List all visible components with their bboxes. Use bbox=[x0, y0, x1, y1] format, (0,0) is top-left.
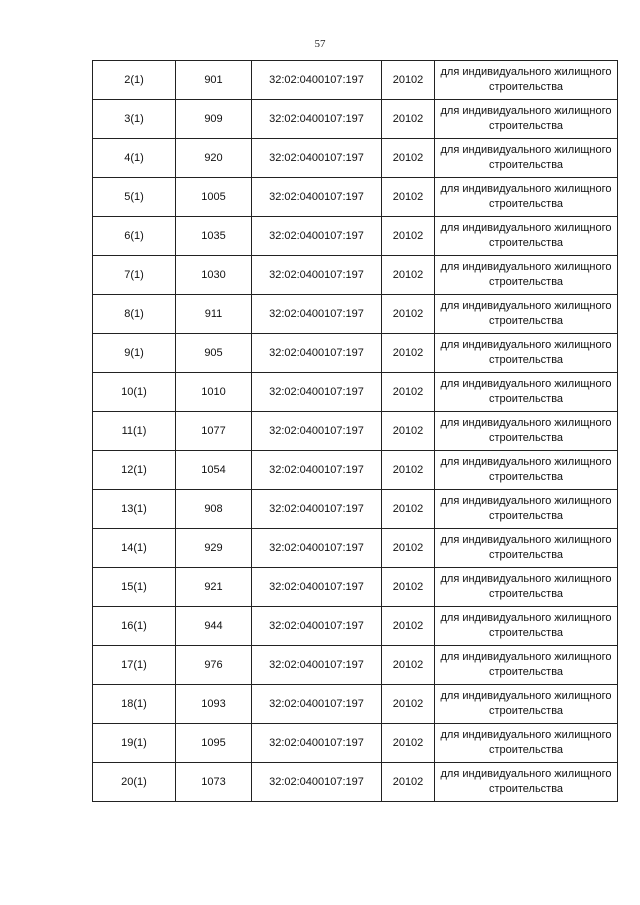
cell-code: 20102 bbox=[382, 685, 435, 724]
cell-plot-number: 5(1) bbox=[93, 178, 176, 217]
cell-cadastral-number: 32:02:0400107:197 bbox=[252, 178, 382, 217]
cell-code: 20102 bbox=[382, 646, 435, 685]
cell-area: 920 bbox=[176, 139, 252, 178]
cell-code: 20102 bbox=[382, 607, 435, 646]
cell-cadastral-number: 32:02:0400107:197 bbox=[252, 490, 382, 529]
cell-plot-number: 7(1) bbox=[93, 256, 176, 295]
cell-cadastral-number: 32:02:0400107:197 bbox=[252, 373, 382, 412]
cell-area: 908 bbox=[176, 490, 252, 529]
cell-purpose: для индивидуального жилищного строительства bbox=[435, 568, 618, 607]
cell-purpose: для индивидуального жилищного строительства bbox=[435, 373, 618, 412]
cell-cadastral-number: 32:02:0400107:197 bbox=[252, 100, 382, 139]
table-row bbox=[93, 451, 618, 490]
cell-plot-number: 8(1) bbox=[93, 295, 176, 334]
cell-cadastral-number: 32:02:0400107:197 bbox=[252, 724, 382, 763]
cell-cadastral-number: 32:02:0400107:197 bbox=[252, 256, 382, 295]
cell-code: 20102 bbox=[382, 373, 435, 412]
cell-plot-number: 11(1) bbox=[93, 412, 176, 451]
cell-purpose: для индивидуального жилищного строительства bbox=[435, 529, 618, 568]
cell-code: 20102 bbox=[382, 61, 435, 100]
table-row bbox=[93, 334, 618, 373]
cell-purpose: для индивидуального жилищного строительства bbox=[435, 217, 618, 256]
cell-code: 20102 bbox=[382, 529, 435, 568]
cell-cadastral-number: 32:02:0400107:197 bbox=[252, 685, 382, 724]
cell-plot-number: 10(1) bbox=[93, 373, 176, 412]
table-row bbox=[93, 529, 618, 568]
cell-plot-number: 18(1) bbox=[93, 685, 176, 724]
cell-code: 20102 bbox=[382, 568, 435, 607]
cell-purpose: для индивидуального жилищного строительства bbox=[435, 451, 618, 490]
table-row bbox=[93, 295, 618, 334]
cell-purpose: для индивидуального жилищного строительства bbox=[435, 646, 618, 685]
cell-plot-number: 13(1) bbox=[93, 490, 176, 529]
cell-plot-number: 16(1) bbox=[93, 607, 176, 646]
cell-cadastral-number: 32:02:0400107:197 bbox=[252, 451, 382, 490]
cell-purpose: для индивидуального жилищного строительства bbox=[435, 139, 618, 178]
cell-cadastral-number: 32:02:0400107:197 bbox=[252, 217, 382, 256]
cell-area: 1030 bbox=[176, 256, 252, 295]
table-row bbox=[93, 685, 618, 724]
cell-code: 20102 bbox=[382, 490, 435, 529]
table-row bbox=[93, 178, 618, 217]
page-number: 57 bbox=[314, 38, 326, 50]
cell-plot-number: 2(1) bbox=[93, 61, 176, 100]
cell-area: 1077 bbox=[176, 412, 252, 451]
cell-plot-number: 20(1) bbox=[93, 763, 176, 802]
cell-area: 1054 bbox=[176, 451, 252, 490]
cell-plot-number: 12(1) bbox=[93, 451, 176, 490]
cell-area: 901 bbox=[176, 61, 252, 100]
table-row bbox=[93, 724, 618, 763]
cell-code: 20102 bbox=[382, 334, 435, 373]
cell-code: 20102 bbox=[382, 178, 435, 217]
cell-code: 20102 bbox=[382, 217, 435, 256]
cell-cadastral-number: 32:02:0400107:197 bbox=[252, 568, 382, 607]
cell-purpose: для индивидуального жилищного строительства bbox=[435, 256, 618, 295]
table-row bbox=[93, 490, 618, 529]
cell-plot-number: 4(1) bbox=[93, 139, 176, 178]
cell-area: 909 bbox=[176, 100, 252, 139]
cell-purpose: для индивидуального жилищного строительства bbox=[435, 763, 618, 802]
table-row bbox=[93, 568, 618, 607]
cell-code: 20102 bbox=[382, 256, 435, 295]
cell-area: 1093 bbox=[176, 685, 252, 724]
cell-area: 905 bbox=[176, 334, 252, 373]
cell-cadastral-number: 32:02:0400107:197 bbox=[252, 139, 382, 178]
cell-cadastral-number: 32:02:0400107:197 bbox=[252, 334, 382, 373]
cell-purpose: для индивидуального жилищного строительства bbox=[435, 178, 618, 217]
table-row bbox=[93, 217, 618, 256]
table-row bbox=[93, 646, 618, 685]
cell-code: 20102 bbox=[382, 139, 435, 178]
cell-code: 20102 bbox=[382, 451, 435, 490]
land-plot-table bbox=[92, 60, 618, 802]
cell-area: 911 bbox=[176, 295, 252, 334]
cell-purpose: для индивидуального жилищного строительства bbox=[435, 100, 618, 139]
cell-purpose: для индивидуального жилищного строительства bbox=[435, 607, 618, 646]
cell-purpose: для индивидуального жилищного строительства bbox=[435, 724, 618, 763]
cell-code: 20102 bbox=[382, 100, 435, 139]
cell-cadastral-number: 32:02:0400107:197 bbox=[252, 607, 382, 646]
cell-cadastral-number: 32:02:0400107:197 bbox=[252, 763, 382, 802]
cell-purpose: для индивидуального жилищного строительства bbox=[435, 490, 618, 529]
table-row bbox=[93, 412, 618, 451]
cell-area: 1005 bbox=[176, 178, 252, 217]
cell-code: 20102 bbox=[382, 295, 435, 334]
cell-cadastral-number: 32:02:0400107:197 bbox=[252, 61, 382, 100]
table-row bbox=[93, 607, 618, 646]
cell-cadastral-number: 32:02:0400107:197 bbox=[252, 295, 382, 334]
cell-purpose: для индивидуального жилищного строительства bbox=[435, 334, 618, 373]
table-row bbox=[93, 100, 618, 139]
table-row bbox=[93, 256, 618, 295]
table-row bbox=[93, 61, 618, 100]
cell-area: 1073 bbox=[176, 763, 252, 802]
cell-purpose: для индивидуального жилищного строительства bbox=[435, 295, 618, 334]
cell-area: 929 bbox=[176, 529, 252, 568]
cell-plot-number: 17(1) bbox=[93, 646, 176, 685]
cell-plot-number: 15(1) bbox=[93, 568, 176, 607]
cell-cadastral-number: 32:02:0400107:197 bbox=[252, 529, 382, 568]
cell-area: 1095 bbox=[176, 724, 252, 763]
cell-purpose: для индивидуального жилищного строительства bbox=[435, 412, 618, 451]
table-row bbox=[93, 139, 618, 178]
cell-area: 1035 bbox=[176, 217, 252, 256]
cell-plot-number: 9(1) bbox=[93, 334, 176, 373]
cell-code: 20102 bbox=[382, 763, 435, 802]
cell-plot-number: 6(1) bbox=[93, 217, 176, 256]
cell-cadastral-number: 32:02:0400107:197 bbox=[252, 646, 382, 685]
cell-code: 20102 bbox=[382, 724, 435, 763]
cell-plot-number: 14(1) bbox=[93, 529, 176, 568]
cell-purpose: для индивидуального жилищного строительства bbox=[435, 61, 618, 100]
cell-area: 1010 bbox=[176, 373, 252, 412]
cell-cadastral-number: 32:02:0400107:197 bbox=[252, 412, 382, 451]
cell-code: 20102 bbox=[382, 412, 435, 451]
table-row bbox=[93, 763, 618, 802]
cell-plot-number: 3(1) bbox=[93, 100, 176, 139]
cell-purpose: для индивидуального жилищного строительства bbox=[435, 685, 618, 724]
cell-area: 976 bbox=[176, 646, 252, 685]
table-row bbox=[93, 373, 618, 412]
cell-area: 921 bbox=[176, 568, 252, 607]
cell-area: 944 bbox=[176, 607, 252, 646]
cell-plot-number: 19(1) bbox=[93, 724, 176, 763]
